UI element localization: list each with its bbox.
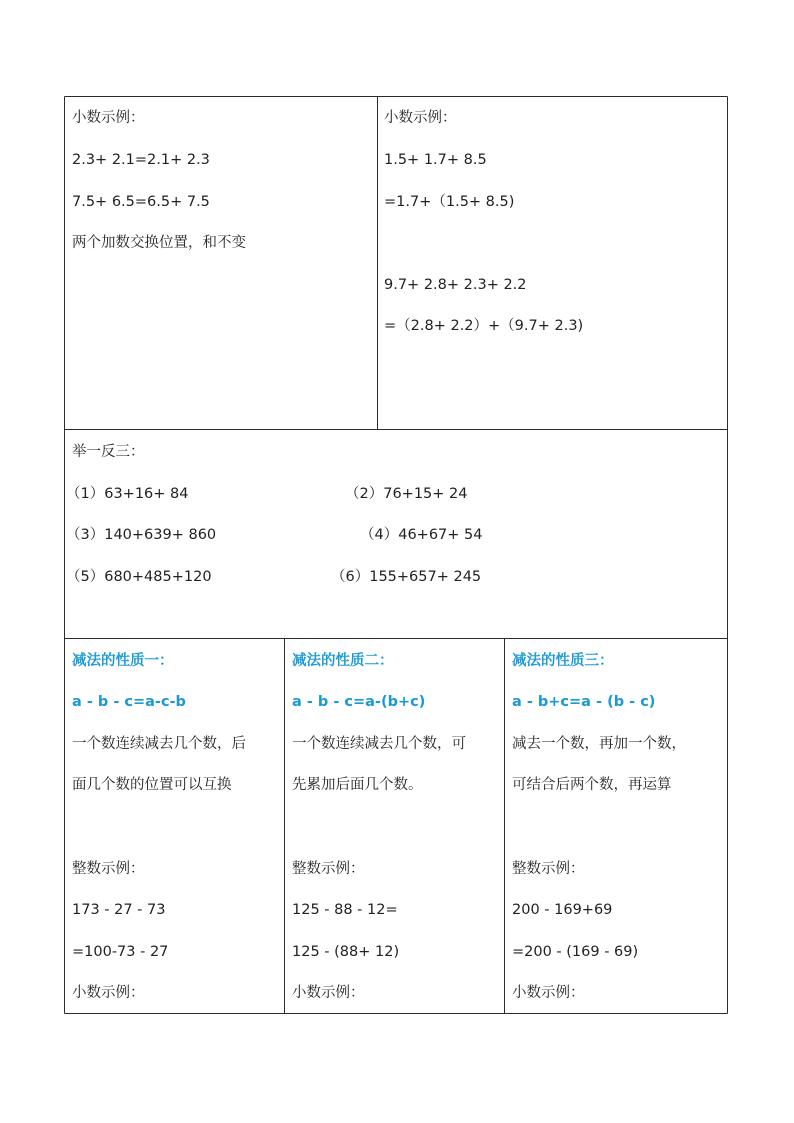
integer-example: =200 - (169 - 69): [512, 944, 639, 960]
practice-item: （1）63+16+ 84: [66, 486, 189, 502]
practice-item: （6）155+657+ 245: [331, 569, 482, 585]
property-description: 减去一个数，再加一个数，: [512, 736, 686, 752]
integer-example-label: 整数示例：: [72, 861, 145, 877]
practice-item: （3）140+639+ 860: [66, 527, 217, 543]
practice-item: （4）46+67+ 54: [360, 527, 483, 543]
property-title: 减法的性质一：: [72, 653, 174, 669]
property-title: 减法的性质三：: [512, 653, 614, 669]
integer-example: 125 - (88+ 12): [292, 944, 400, 960]
property-formula: a - b - c=a-(b+c): [292, 694, 426, 710]
integer-example-label: 整数示例：: [512, 861, 585, 877]
decimal-example-label: 小数示例：: [512, 985, 585, 1001]
property-description: 先累加后面几个数。: [292, 777, 423, 793]
equation-line: 9.7+ 2.8+ 2.3+ 2.2: [384, 277, 527, 293]
practice-item: （5）680+485+120: [66, 569, 212, 585]
practice-title: 举一反三：: [72, 444, 145, 460]
integer-example: =100-73 - 27: [72, 944, 169, 960]
property-formula: a - b+c=a - (b - c): [512, 694, 656, 710]
integer-example: 200 - 169+69: [512, 902, 613, 918]
example-label: 小数示例：: [384, 110, 457, 126]
property-description: 面几个数的位置可以互换: [72, 777, 232, 793]
property-description: 一个数连续减去几个数，后: [72, 736, 246, 752]
integer-example: 173 - 27 - 73: [72, 902, 166, 918]
property-description: 可结合后两个数，再运算: [512, 777, 672, 793]
property-formula: a - b - c=a-c-b: [72, 694, 186, 710]
equation-line: 2.3+ 2.1=2.1+ 2.3: [72, 152, 210, 168]
equation-line: =（2.8+ 2.2）+（9.7+ 2.3): [384, 318, 584, 334]
integer-example-label: 整数示例：: [292, 861, 365, 877]
property-description: 一个数连续减去几个数，可: [292, 736, 466, 752]
integer-example: 125 - 88 - 12=: [292, 902, 398, 918]
practice-item: （2）76+15+ 24: [345, 486, 468, 502]
decimal-example-label: 小数示例：: [72, 985, 145, 1001]
property-title: 减法的性质二：: [292, 653, 394, 669]
equation-line: 1.5+ 1.7+ 8.5: [384, 152, 487, 168]
rule-text: 两个加数交换位置，和不变: [72, 235, 246, 251]
equation-line: 7.5+ 6.5=6.5+ 7.5: [72, 194, 210, 210]
decimal-example-label: 小数示例：: [292, 985, 365, 1001]
equation-line: =1.7+（1.5+ 8.5): [384, 194, 515, 210]
example-label: 小数示例：: [72, 110, 145, 126]
